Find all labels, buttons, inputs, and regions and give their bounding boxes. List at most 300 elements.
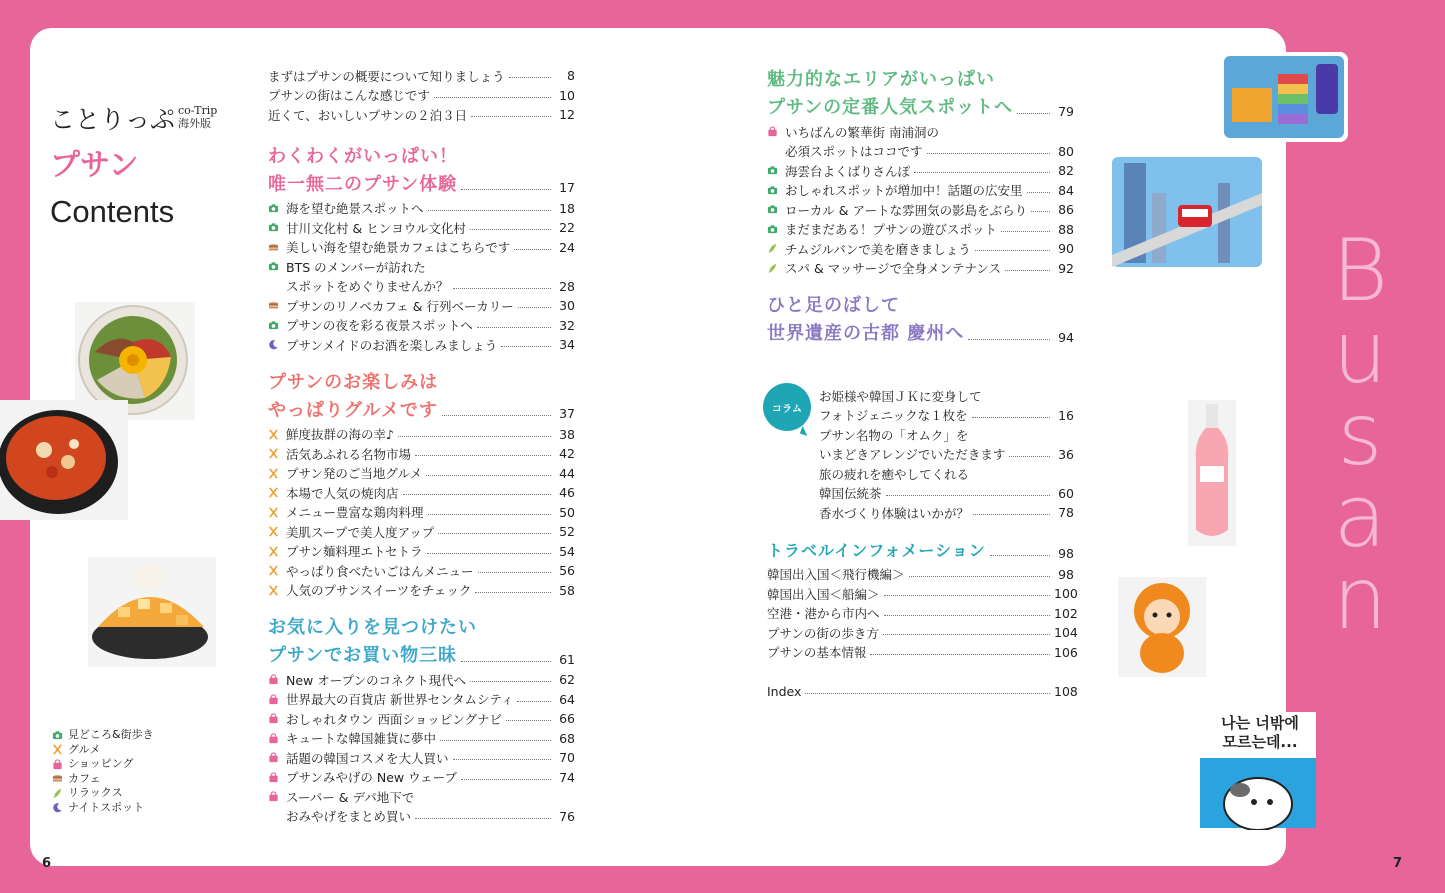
leader-dots bbox=[426, 475, 551, 476]
legend-item bbox=[52, 743, 154, 758]
toc-entry-text: 空港・港から市内へ bbox=[767, 606, 880, 622]
toc-entry-page: 12 bbox=[559, 107, 575, 123]
page-number-right: 7 bbox=[1393, 856, 1403, 871]
toc-entry[interactable] bbox=[819, 484, 1074, 504]
travel-info-title-row[interactable] bbox=[767, 537, 1074, 565]
toc-entry-text: 活気あふれる名物市場 bbox=[286, 446, 412, 462]
legend-label: リラックス bbox=[68, 786, 123, 799]
toc-entry[interactable] bbox=[268, 581, 575, 601]
section-page: 79 bbox=[1058, 103, 1074, 119]
toc-entry-page: 44 bbox=[559, 465, 575, 481]
toc-entry[interactable] bbox=[819, 503, 1074, 523]
section-page: 61 bbox=[559, 651, 575, 667]
toc-entry[interactable] bbox=[819, 425, 1074, 445]
toc-entry-page: 108 bbox=[1054, 684, 1078, 700]
toc-entry[interactable] bbox=[268, 787, 575, 807]
toc-entry[interactable] bbox=[767, 604, 1078, 624]
section-title: わくわくがいっぱい！ bbox=[268, 145, 458, 167]
toc-entry[interactable] bbox=[767, 200, 1074, 220]
toc-entry-page: 86 bbox=[1058, 202, 1074, 218]
section-page: 37 bbox=[559, 406, 575, 421]
comic-text bbox=[1208, 714, 1312, 752]
toc-entry-page: 92 bbox=[1058, 260, 1074, 276]
toc-entry[interactable] bbox=[268, 335, 575, 355]
toc-entry-page: 50 bbox=[559, 504, 575, 520]
contents-heading: Contents bbox=[50, 194, 175, 229]
toc-entry-text: チムジルバンで美を磨きましょう bbox=[785, 241, 971, 257]
camera-icon bbox=[767, 165, 778, 176]
toc-entry-text: プサンのリノベカフェ & 行列ベーカリー bbox=[286, 298, 514, 314]
leader-dots bbox=[870, 654, 1050, 655]
camera-icon bbox=[268, 203, 279, 214]
busan-vertical-title bbox=[1305, 221, 1415, 649]
toc-section bbox=[268, 369, 575, 601]
legend-item bbox=[52, 757, 154, 772]
leader-dots bbox=[428, 210, 551, 211]
toc-entry-text: スポットをめぐりませんか？ bbox=[286, 279, 449, 295]
leader-dots bbox=[506, 720, 551, 721]
toc-entry-page: 88 bbox=[1058, 221, 1074, 237]
toc-entry[interactable] bbox=[268, 296, 575, 316]
toc-entry-page: 98 bbox=[1058, 566, 1074, 582]
toc-entry-page: 104 bbox=[1054, 625, 1078, 641]
leader-dots bbox=[1001, 231, 1050, 232]
camera-icon bbox=[767, 224, 778, 235]
leader-dots bbox=[403, 494, 551, 495]
toc-entry[interactable] bbox=[268, 444, 575, 464]
section-title-row[interactable] bbox=[767, 320, 1074, 348]
toc-entry-text: 世界最大の百貨店 新世界センタムシティ bbox=[286, 692, 514, 708]
toc-entry-text: プサン名物の「オムク」を bbox=[819, 427, 969, 443]
toc-entry-text: 海を望む絶景スポットへ bbox=[286, 201, 424, 217]
toc-entry-page: 62 bbox=[559, 672, 575, 688]
toc-entry-page: 38 bbox=[559, 426, 575, 442]
stew-photo bbox=[0, 400, 128, 520]
section-subtitle: 世界遺産の古都 慶州へ bbox=[767, 323, 965, 344]
toc-entry-text: 人気のプサンスイーツをチェック bbox=[286, 583, 472, 599]
toc-entry[interactable] bbox=[268, 768, 575, 788]
toc-entry-text: 韓国出入国＜飛行機編＞ bbox=[767, 567, 905, 583]
leader-dots bbox=[1017, 113, 1050, 114]
toc-entry[interactable] bbox=[767, 239, 1074, 259]
toc-entry-text: 香水づくり体験はいかが？ bbox=[819, 505, 970, 521]
section-title: プサンのお楽しみは bbox=[268, 371, 439, 393]
toc-entry-text: プサン発のご当地グルメ bbox=[286, 466, 423, 482]
drink-bottle-photo bbox=[1188, 400, 1236, 546]
toc-entry-page: 54 bbox=[559, 543, 575, 559]
section-title-row[interactable] bbox=[767, 94, 1074, 122]
fork-icon bbox=[268, 468, 279, 479]
toc-entry-page: 66 bbox=[559, 711, 575, 727]
comic-card-photo bbox=[1198, 710, 1318, 830]
toc-entry-text: プサンメイドのお酒を楽しみましょう bbox=[286, 337, 498, 353]
leader-dots bbox=[434, 97, 551, 98]
camera-icon bbox=[268, 261, 279, 272]
leader-dots bbox=[805, 693, 1050, 694]
toc-entry-text: プサン麺料理エトセトラ bbox=[286, 544, 423, 560]
toc-entry-text: 鮮度抜群の海の幸♪ bbox=[286, 427, 394, 443]
spread-page bbox=[30, 28, 1286, 866]
toc-entry-text: 美しい海を望む絶景カフェはこちらです bbox=[286, 240, 511, 256]
leader-dots bbox=[478, 572, 551, 573]
toc-entry-text: いまどきアレンジでいただきます bbox=[819, 447, 1006, 463]
section-title: 魅力的なエリアがいっぱい bbox=[767, 69, 995, 90]
section-page: 17 bbox=[559, 180, 575, 195]
cake-photo bbox=[1220, 52, 1348, 142]
toc-entry-page: 60 bbox=[1058, 485, 1074, 501]
toc-entry-text: 韓国伝統茶 bbox=[819, 486, 882, 502]
leader-dots bbox=[884, 595, 1050, 596]
camera-icon bbox=[52, 730, 63, 741]
cup-icon bbox=[268, 300, 279, 311]
toc-entry-text: 話題の韓国コスメを大人買い bbox=[286, 750, 449, 766]
toc-entry[interactable] bbox=[268, 748, 575, 768]
leader-dots bbox=[438, 533, 551, 534]
toc-column-left bbox=[268, 66, 575, 826]
toc-entry-page: 30 bbox=[559, 298, 575, 314]
toc-entry-text: New オープンのコネクト現代へ bbox=[286, 672, 467, 688]
toc-entry-page: 90 bbox=[1058, 241, 1074, 257]
leader-dots bbox=[475, 592, 551, 593]
spacer bbox=[268, 355, 575, 369]
section-subtitle: プサンでお買い物三昧 bbox=[268, 645, 458, 666]
leader-dots bbox=[461, 189, 551, 190]
leader-dots bbox=[415, 455, 551, 456]
toc-entry[interactable] bbox=[767, 161, 1074, 181]
toc-entry[interactable] bbox=[268, 425, 575, 445]
toc-entry[interactable] bbox=[268, 690, 575, 710]
cup-icon bbox=[268, 242, 279, 253]
toc-entry[interactable] bbox=[268, 503, 575, 523]
toc-entry-page: 70 bbox=[559, 750, 575, 766]
brand-sub-line1: co-Trip bbox=[178, 104, 218, 117]
toc-entry[interactable] bbox=[767, 643, 1078, 663]
toc-column-right bbox=[767, 66, 1078, 702]
legend-label: グルメ bbox=[68, 742, 101, 756]
toc-entry[interactable] bbox=[268, 86, 575, 106]
toc-entry[interactable] bbox=[767, 584, 1078, 604]
toc-entry[interactable] bbox=[268, 522, 575, 542]
toc-entry-text: 必須スポットはココです bbox=[785, 144, 923, 160]
fork-icon bbox=[268, 546, 279, 557]
spacer bbox=[767, 278, 1074, 292]
toc-entry-page: 24 bbox=[559, 239, 575, 255]
toc-entry[interactable] bbox=[268, 316, 575, 336]
leaf-icon bbox=[767, 243, 778, 254]
leader-dots bbox=[470, 681, 551, 682]
toc-entry-page: 80 bbox=[1058, 143, 1074, 159]
toc-entry[interactable] bbox=[268, 542, 575, 562]
toc-entry-page: 84 bbox=[1058, 182, 1074, 198]
toc-entry[interactable] bbox=[268, 257, 575, 277]
leader-dots bbox=[398, 436, 551, 437]
toc-entry[interactable] bbox=[268, 561, 575, 581]
toc-entry-text: プサンみやげの New ウェーブ bbox=[286, 770, 457, 786]
toc-entry-page: 56 bbox=[559, 563, 575, 579]
toc-entry-page: 58 bbox=[559, 582, 575, 598]
toc-entry-text: おみやげをまとめ買い bbox=[286, 809, 412, 825]
toc-entry[interactable] bbox=[767, 259, 1074, 279]
toc-entry-page: 16 bbox=[1058, 407, 1074, 423]
bingsu-photo bbox=[88, 557, 216, 667]
toc-entry-text: 韓国出入国＜船編＞ bbox=[767, 586, 880, 602]
section-title-row[interactable] bbox=[268, 397, 575, 425]
legend-item bbox=[52, 728, 154, 743]
toc-section bbox=[268, 614, 575, 826]
leader-dots bbox=[427, 553, 551, 554]
toc-entry-text: フォトジェニックな１枚を bbox=[819, 408, 968, 424]
leader-dots bbox=[461, 779, 551, 780]
leader-dots bbox=[968, 339, 1050, 340]
section-title-row[interactable] bbox=[268, 642, 575, 670]
legend-item bbox=[52, 786, 154, 801]
section-title-row[interactable] bbox=[268, 171, 575, 199]
toc-entry[interactable] bbox=[819, 406, 1074, 426]
leader-dots bbox=[428, 514, 551, 515]
section-title: お気に入りを見つけたい bbox=[268, 617, 477, 638]
brand-name: ことりっぷ bbox=[50, 105, 176, 134]
moon-icon bbox=[268, 339, 279, 350]
toc-entry[interactable] bbox=[268, 105, 575, 125]
leader-dots bbox=[453, 759, 551, 760]
toc-entry[interactable] bbox=[268, 218, 575, 238]
toc-entry[interactable] bbox=[268, 807, 575, 827]
leader-dots bbox=[477, 327, 551, 328]
toc-entry[interactable] bbox=[268, 709, 575, 729]
toc-entry-text: 甘川文化村 & ヒンヨウル文化村 bbox=[286, 220, 466, 236]
bag-icon bbox=[767, 126, 778, 137]
comic-text-line2: 모르는데... bbox=[1222, 733, 1298, 751]
toc-entry-text: おしゃれタウン 西面ショッピングナビ bbox=[286, 711, 502, 727]
section-subtitle: 唯一無二のプサン体験 bbox=[268, 173, 458, 195]
icon-legend bbox=[52, 728, 154, 815]
busan-letter: a bbox=[1333, 467, 1387, 567]
toc-entry-text: メニュー豊富な鶏肉料理 bbox=[286, 505, 424, 521]
toc-entry[interactable] bbox=[268, 464, 575, 484]
toc-entry-text: プサンの街の歩き方 bbox=[767, 625, 879, 641]
leader-dots bbox=[914, 172, 1050, 173]
leader-dots bbox=[509, 77, 551, 78]
column-badge: コラム bbox=[763, 383, 811, 431]
toc-entry-page: 34 bbox=[559, 337, 575, 353]
toc-entry[interactable] bbox=[268, 483, 575, 503]
toc-entry[interactable] bbox=[767, 122, 1074, 142]
toc-entry-text: Index bbox=[767, 684, 802, 700]
toc-entry-text: ローカル & アートな雰囲気の影島をぶらり bbox=[785, 202, 1028, 218]
leader-dots bbox=[909, 576, 1050, 577]
fork-icon bbox=[268, 526, 279, 537]
camera-icon bbox=[767, 204, 778, 215]
leader-dots bbox=[461, 661, 551, 662]
section-title: ひと足のばして bbox=[767, 295, 900, 316]
leader-dots bbox=[518, 307, 551, 308]
toc-entry[interactable] bbox=[268, 670, 575, 690]
page-number-left: 6 bbox=[42, 856, 52, 871]
leader-dots bbox=[517, 701, 551, 702]
toc-section bbox=[268, 143, 575, 355]
moon-icon bbox=[52, 802, 63, 813]
toc-entry-page: 28 bbox=[559, 278, 575, 294]
leader-dots bbox=[975, 250, 1050, 251]
spacer bbox=[767, 662, 1074, 682]
character-plush-photo bbox=[1118, 577, 1206, 677]
toc-entry[interactable] bbox=[767, 623, 1078, 643]
toc-entry-text: 海雲台よくばりさんぽ bbox=[785, 163, 911, 179]
bag-icon bbox=[268, 713, 279, 724]
toc-entry[interactable] bbox=[268, 277, 575, 297]
bag-icon bbox=[268, 694, 279, 705]
spacer bbox=[767, 523, 1074, 537]
leader-dots bbox=[415, 818, 551, 819]
camera-icon bbox=[268, 320, 279, 331]
toc-entry-text: プサンの街はこんな感じです bbox=[268, 88, 430, 104]
camera-icon bbox=[268, 222, 279, 233]
busan-letter: B bbox=[1331, 221, 1389, 321]
spacer bbox=[268, 125, 575, 143]
toc-entry[interactable] bbox=[268, 66, 575, 86]
fork-icon bbox=[268, 487, 279, 498]
fork-icon bbox=[268, 507, 279, 518]
toc-entry-text: いちばんの繁華街 南浦洞の bbox=[785, 124, 939, 140]
toc-section bbox=[767, 66, 1074, 278]
leader-dots bbox=[927, 153, 1050, 154]
toc-entry-text: プサンの夜を彩る夜景スポットへ bbox=[286, 318, 473, 334]
section-subtitle: やっぱりグルメです bbox=[268, 399, 438, 421]
leaf-icon bbox=[767, 263, 778, 274]
fork-icon bbox=[268, 565, 279, 576]
legend-label: カフェ bbox=[68, 771, 101, 785]
toc-entry-text: キュートな韓国雑貨に夢中 bbox=[286, 731, 437, 747]
leader-dots bbox=[1009, 456, 1050, 457]
section-page: 94 bbox=[1058, 329, 1074, 345]
bag-icon bbox=[268, 791, 279, 802]
leader-dots bbox=[990, 555, 1050, 556]
comic-text-line1: 나는 너밖에 bbox=[1221, 714, 1299, 732]
legend-label: ショッピング bbox=[68, 757, 134, 770]
leader-dots bbox=[1005, 270, 1050, 271]
toc-entry-text: 美肌スープで美人度アップ bbox=[286, 524, 435, 540]
toc-entry-text: まずはプサンの概要について知りましょう bbox=[268, 68, 505, 84]
toc-entry-page: 36 bbox=[1058, 446, 1074, 462]
brand-logo bbox=[50, 100, 217, 136]
toc-entry-text: おしゃれスポットが増加中！話題の広安里 bbox=[785, 183, 1023, 199]
leader-dots bbox=[1031, 211, 1050, 212]
city-title: プサン bbox=[50, 148, 139, 183]
busan-letter: u bbox=[1332, 303, 1388, 403]
toc-entry-page: 18 bbox=[559, 200, 575, 216]
leader-dots bbox=[1027, 192, 1050, 193]
toc-entry-page: 10 bbox=[559, 87, 575, 103]
toc-entry-text: スパ & マッサージで全身メンテナンス bbox=[785, 261, 1001, 277]
toc-entry-page: 106 bbox=[1054, 644, 1078, 660]
toc-entry-page: 76 bbox=[559, 808, 575, 824]
legend-label: ナイトスポット bbox=[68, 800, 145, 814]
cup-icon bbox=[52, 773, 63, 784]
fork-icon bbox=[52, 744, 63, 755]
toc-entry-text: やっぱり食べたいごはんメニュー bbox=[286, 563, 474, 579]
legend-item bbox=[52, 772, 154, 787]
fork-icon bbox=[268, 448, 279, 459]
toc-entry[interactable] bbox=[268, 199, 575, 219]
spacer bbox=[767, 348, 1074, 386]
leader-dots bbox=[440, 740, 551, 741]
toc-entry-text: スーパー & デパ地下で bbox=[286, 789, 415, 805]
toc-entry-page: 68 bbox=[559, 730, 575, 746]
toc-entry-text: 近くて、おいしいプサンの２泊３日 bbox=[268, 107, 468, 123]
toc-entry-page: 32 bbox=[559, 317, 575, 333]
leader-dots bbox=[470, 229, 551, 230]
toc-entry-text: プサンの基本情報 bbox=[767, 645, 867, 661]
toc-entry[interactable] bbox=[767, 181, 1074, 201]
toc-entry-text: 旅の疲れを癒やしてくれる bbox=[819, 466, 970, 482]
leader-dots bbox=[886, 495, 1050, 496]
toc-entry-text: 本場で人気の焼肉店 bbox=[286, 485, 399, 501]
toc-entry-page: 8 bbox=[567, 68, 575, 84]
spacer bbox=[268, 600, 575, 614]
toc-entry[interactable] bbox=[268, 729, 575, 749]
leader-dots bbox=[453, 288, 551, 289]
bag-icon bbox=[268, 772, 279, 783]
toc-entry[interactable] bbox=[819, 464, 1074, 484]
bag-icon bbox=[268, 733, 279, 744]
leader-dots bbox=[884, 615, 1050, 616]
fork-icon bbox=[268, 585, 279, 596]
travel-info-title: トラベルインフォメーション bbox=[767, 540, 986, 560]
section-subtitle: プサンの定番人気スポットへ bbox=[767, 97, 1014, 118]
toc-entry-page: 78 bbox=[1058, 505, 1074, 521]
leader-dots bbox=[883, 634, 1050, 635]
toc-entry[interactable] bbox=[767, 142, 1074, 162]
legend-label: 見どころ&街歩き bbox=[68, 728, 154, 741]
leader-dots bbox=[442, 415, 551, 416]
leader-dots bbox=[501, 346, 551, 347]
toc-entry-text: まだまだある！プサンの遊びスポット bbox=[785, 222, 997, 238]
toc-entry[interactable] bbox=[819, 445, 1074, 465]
leader-dots bbox=[514, 249, 551, 250]
toc-entry-page: 74 bbox=[559, 769, 575, 785]
toc-entry-page: 52 bbox=[559, 524, 575, 540]
toc-section bbox=[767, 292, 1074, 348]
fork-icon bbox=[268, 429, 279, 440]
bag-icon bbox=[268, 674, 279, 685]
busan-letter: n bbox=[1332, 549, 1388, 649]
travel-info-page: 98 bbox=[1058, 546, 1074, 561]
legend-item bbox=[52, 801, 154, 816]
toc-entry-page: 42 bbox=[559, 446, 575, 462]
toc-entry-page: 100 bbox=[1054, 586, 1078, 602]
monorail-photo bbox=[1108, 153, 1266, 271]
toc-entry[interactable] bbox=[268, 238, 575, 258]
toc-entry-text: BTS のメンバーが訪れた bbox=[286, 259, 426, 275]
toc-entry-page: 22 bbox=[559, 220, 575, 236]
camera-icon bbox=[767, 185, 778, 196]
leader-dots bbox=[972, 417, 1050, 418]
toc-entry[interactable] bbox=[767, 220, 1074, 240]
busan-letter: s bbox=[1337, 385, 1383, 485]
bag-icon bbox=[268, 752, 279, 763]
column-list bbox=[767, 386, 1074, 523]
leader-dots bbox=[471, 116, 551, 117]
toc-entry-text: お姫様や韓国ＪＫに変身して bbox=[819, 388, 982, 404]
toc-entry-page: 46 bbox=[559, 485, 575, 501]
toc-entry[interactable] bbox=[767, 565, 1074, 585]
toc-entry-page: 102 bbox=[1054, 605, 1078, 621]
toc-entry[interactable] bbox=[767, 682, 1078, 702]
toc-entry[interactable] bbox=[819, 386, 1074, 406]
brand-sub bbox=[178, 104, 217, 130]
leaf-icon bbox=[52, 788, 63, 799]
brand-sub-line2: 海外版 bbox=[178, 117, 212, 130]
